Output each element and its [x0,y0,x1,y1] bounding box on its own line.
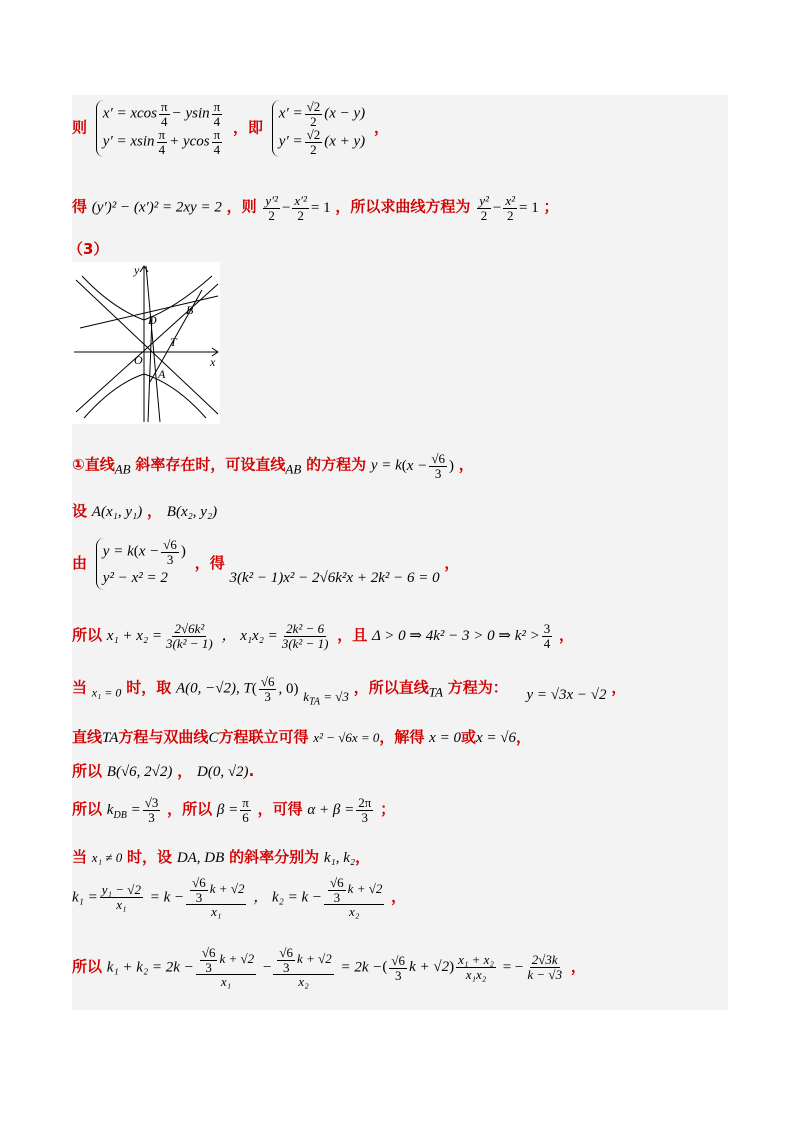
rotation-system: x′ = xcos $\frac{\pi}{4}$ − ysin $\frac{\pi}{4}$ y′ = xsin $\frac{\pi}{4}$ + ycos $\frac{\pi}{4}$ [96,100,224,157]
rotation-equations: 则 x′ = xcos $\frac{\pi}{4}$ − ysin $\frac{\pi}{4}$ y′ = xsin $\frac{\pi}{4}$ + ycos $\frac{\pi}{4}$ ，即 x′ = $\frac{√2}{2}$ (x − y) y′ = $\frac{√2}{2}$ (x + y) ， [72,99,389,157]
lower-hyperbola-branch [84,374,206,418]
special-case-line: 当 $_{x_1 = 0}$ 时，取 A(0, −√2), T( $\frac{√6}{3}$ , 0) $k_{TA} = √3$ ，所以直线$_{TA}$ 方程为： y = √3x − √2 ， [72,674,627,708]
curve-equation-line: 得 (y′)² − (x′)² = 2xy = 2 ，则 $\frac{\text{y′²}}{2}$ − $\frac{\text{x′²}}{2}$ = 1 ，所以求曲线方程为 $\frac{\text{y²}}{2}$ − $\frac{\text{x²}}{2}$ = 1 ； [72,193,559,223]
vieta-line: 所以 x₁ + x₂ = $\frac{\text{2√6k²}}{\text{3(k² − 1)}}$ ， x₁x₂ = $\frac{\text{2k² − 6}}{\text{3(k² − 1)}}$ ，且 Δ > 0 ⇒ 4k² − 3 > 0 ⇒ k² > $\frac{3}{4}$ ， [72,621,575,651]
label-x: x [210,355,216,369]
line-TA [146,266,160,422]
points-AB: 设 A(x₁, y₁) ， B(x₂, y₂) [72,502,218,520]
intersection-line: 直线TA方程与双曲线C方程联立可得 x² − √6x = 0，解得 x = 0或x = √6， [72,728,531,746]
asymptote-2 [76,284,218,412]
figure-svg [72,262,220,424]
rotation-system-simplified: x′ = $\frac{√2}{2}$ (x − y) y′ = $\frac{√2}{2}$ (x + y) [272,100,365,157]
hyperbola-figure [72,262,220,424]
slopes-line: k₁ = $\frac{\text{y₁ − √2}}{\text{x₁}}$ = k − $\frac{√6}{3}$ k + √2 x₁ ， k₂ = k − $\frac{√6}{3}$ k + √2 x₂ ， [72,875,407,920]
slope-sum-line: 所以 k₁ + k₂ = 2k − $\frac{√6}{3}$ k + √2 x₁ − $\frac{√6}{3}$ k + √2 x₂ = 2k −( $\frac{√6}{3}$ k + √2) $\frac{\text{x₁ + x₂}}{\text{x₁x₂}}$ = − $\frac{2√3k}{k - √3}$ ， [72,945,586,990]
label-O: O [134,353,143,367]
label-y: y [134,263,140,277]
part-3-label: （3） [68,240,109,258]
points-BD: 所以 B(√6, 2√2) ， D(0, √2). [72,762,255,780]
angle-line: 所以 $k_{DB}$ = $\frac{√3}{3}$ ，所以 β = $\frac{\pi}{6}$ ，可得 α + β = $\frac{2\pi}{3}$ ； [72,795,396,825]
label-B: B [186,303,194,317]
label-A: A [158,367,166,381]
line-hyperbola-system: y = k(x − $\frac{√6}{3}$ ) y² − x² = 2 [96,538,186,590]
case-1-intro: ①直线$_{AB}$ 斜率存在时，可设直线$_{AB}$ 的方程为 y = k(x − $\frac{√6}{3}$ ) ， [72,451,474,481]
line-DA [148,316,152,422]
system-line: 由 y = k(x − $\frac{√6}{3}$ ) y² − x² = 2 ，得 3(k² − 1)x² − 2√6k²x + 2k² − 6 = 0 ， [72,538,459,590]
general-case-line: 当 x₁ ≠ 0 时，设 DA, DB 的斜率分别为 k₁, k₂， [72,848,371,866]
label-T: T [170,335,177,349]
label-D: D [148,313,157,327]
